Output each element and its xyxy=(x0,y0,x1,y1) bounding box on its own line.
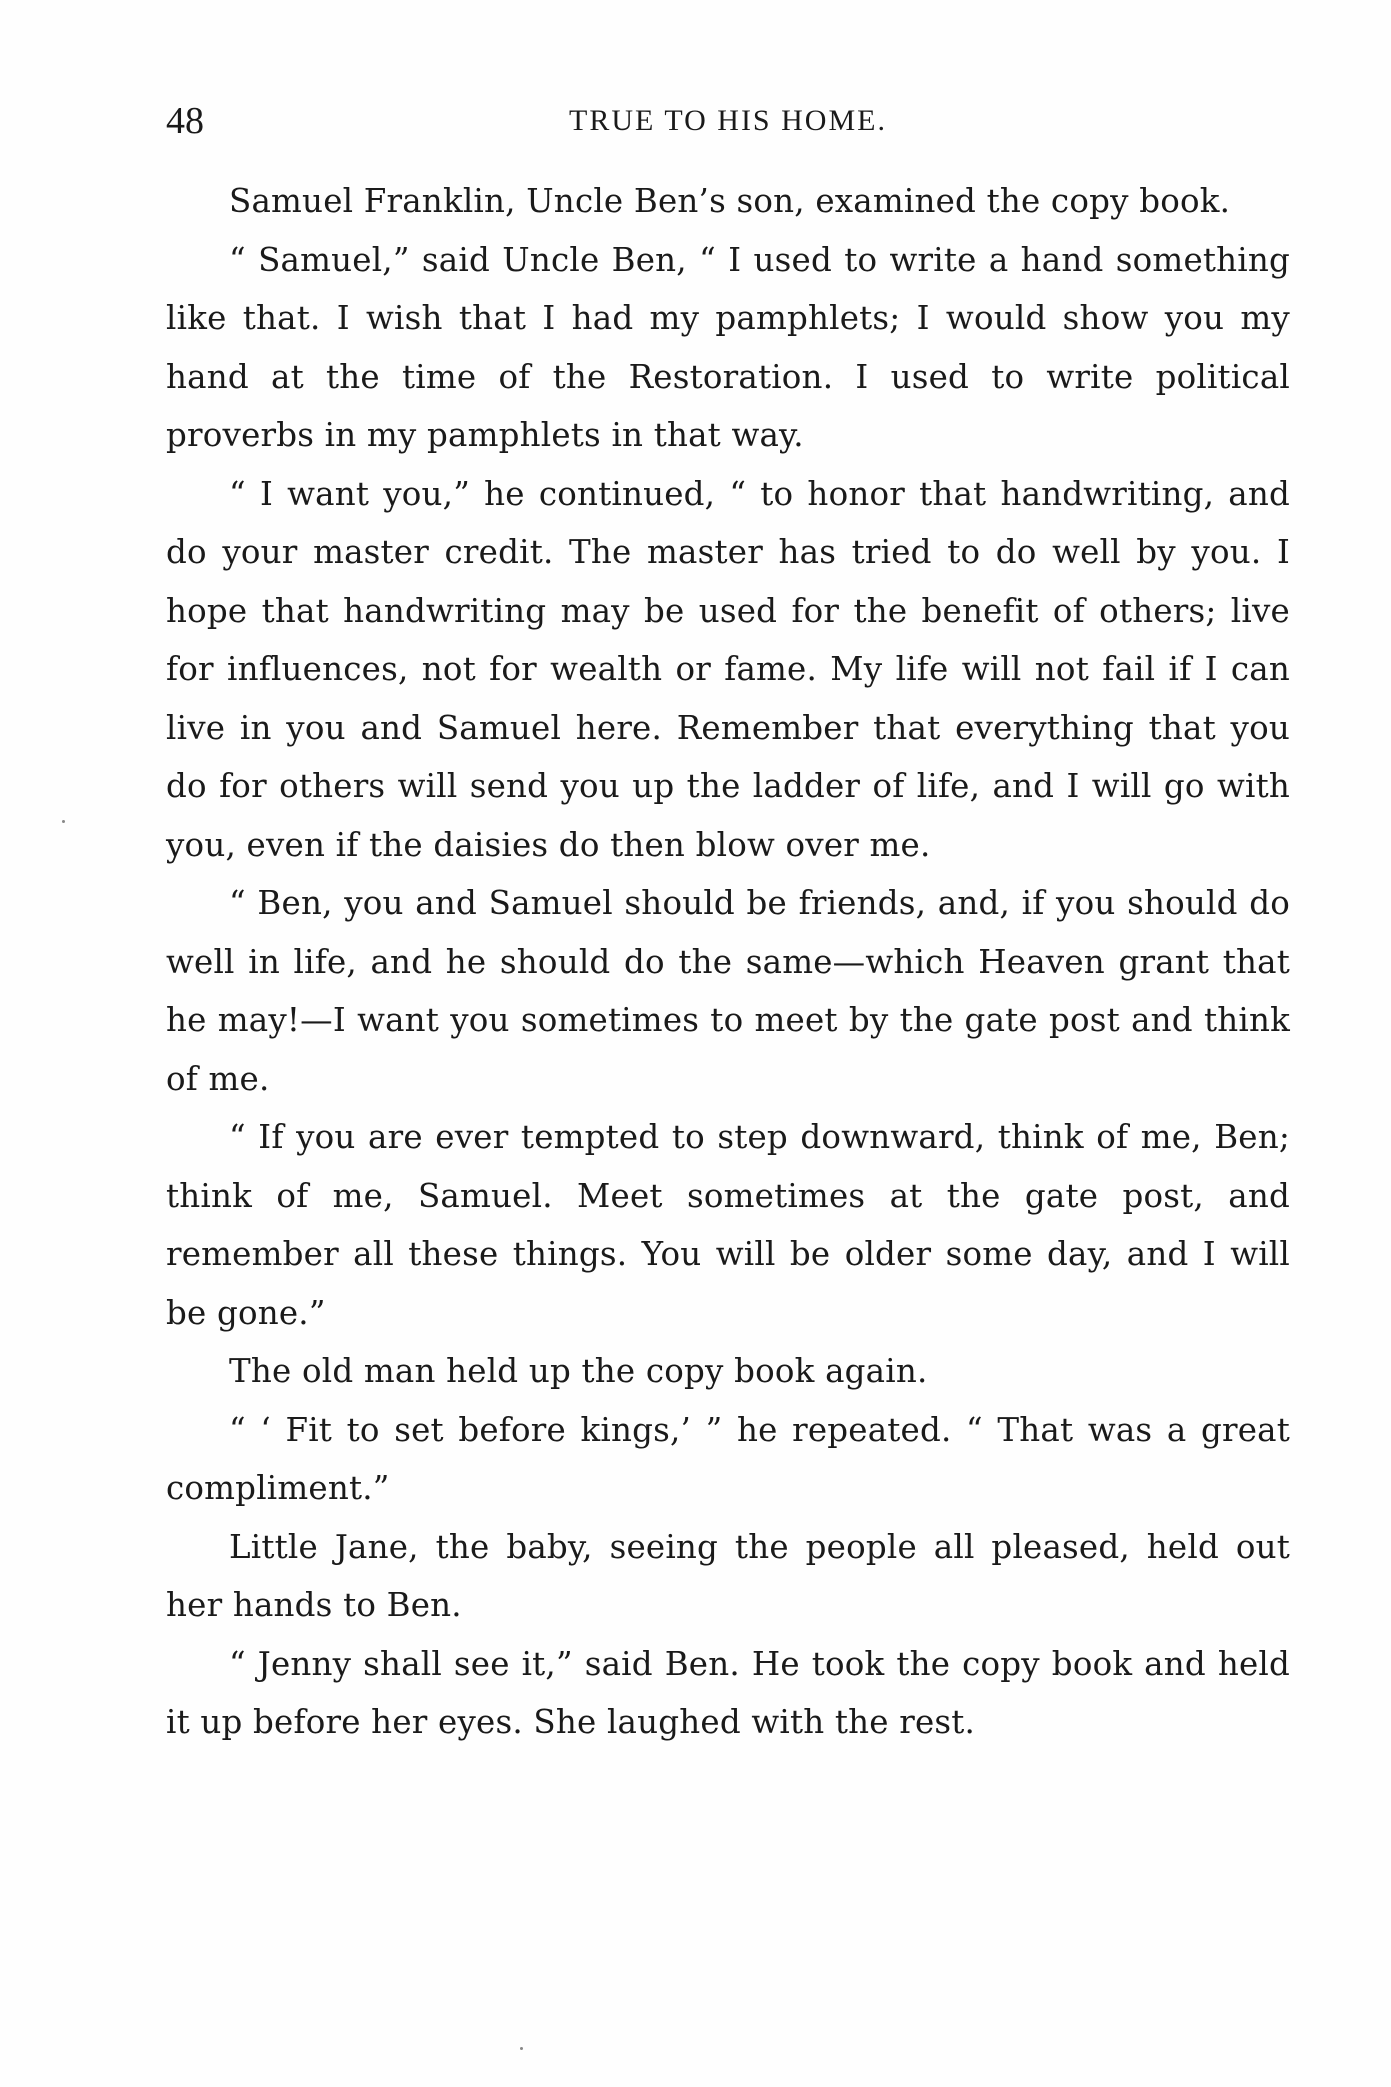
running-title: TRUE TO HIS HOME. xyxy=(569,104,887,137)
print-speck xyxy=(520,2047,523,2050)
print-speck xyxy=(62,820,65,823)
paragraph: The old man held up the copy book again. xyxy=(229,1352,928,1390)
running-head xyxy=(166,96,1290,146)
paragraph: “ Samuel,” said Uncle Ben, “ I used to write a hand something like that. I wish that I had my pamphlets; I would show you my hand at the time of the Restoration. I used to write political proverbs in my pamphlets in that way. xyxy=(166,240,1290,454)
body-text xyxy=(166,172,1290,1752)
paragraph: “ Ben, you and Samuel should be friends, and, if you should do well in life, and he should do the same—which Heaven grant that he may!—I want you sometimes to meet by the gate post and think of me. xyxy=(166,884,1290,1098)
paragraph: Samuel Franklin, Uncle Ben’s son, examined the copy book. xyxy=(229,182,1231,220)
paragraph: “ If you are ever tempted to step downward, think of me, Ben; think of me, Samuel. Meet sometimes at the gate post, and remember all these things. You will be older some day, and I will be gone.” xyxy=(166,1118,1290,1332)
page-number: 48 xyxy=(166,100,204,142)
paragraph: “ Jenny shall see it,” said Ben. He took the copy book and held it up before her eyes. She laughed with the rest. xyxy=(166,1644,1290,1741)
paragraph: “ ‘ Fit to set before kings,’ ” he repeated. “ That was a great compliment.” xyxy=(166,1410,1290,1507)
paragraph: Little Jane, the baby, seeing the people all pleased, held out her hands to Ben. xyxy=(166,1527,1290,1624)
paragraph: “ I want you,” he continued, “ to honor that handwriting, and do your master credit. The master has tried to do well by you. I hope that handwriting may be used for the benefit of others; live for influences, not for wealth or fame. My life will not fail if I can live in you and Samuel here. Remember that everything that you do for others will send you up the ladder of life, and I will go with you, even if the daisies do then blow over me. xyxy=(166,474,1290,864)
